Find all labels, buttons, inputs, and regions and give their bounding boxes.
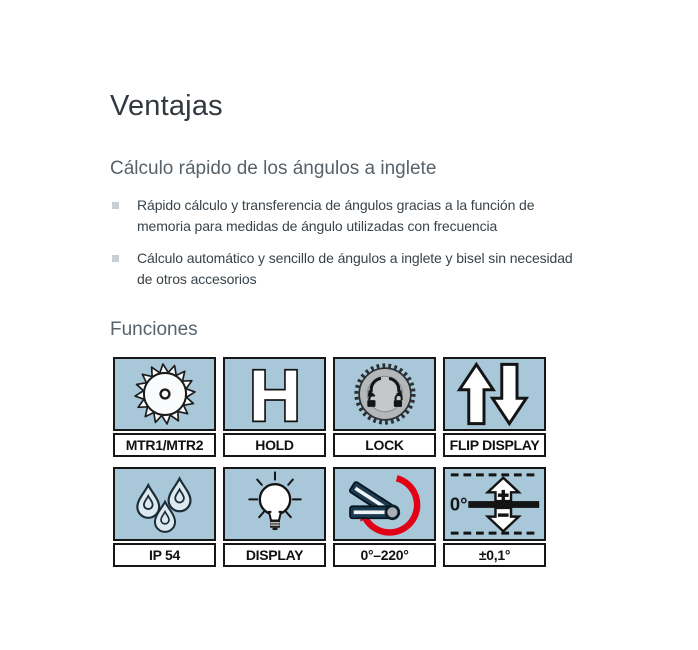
tile-icon-area — [333, 467, 436, 541]
page-title: Ventajas — [110, 90, 223, 122]
light-bulb-icon — [242, 471, 308, 537]
ventajas-section — [110, 0, 670, 567]
feature-tile-precision — [443, 467, 546, 567]
feature-label: IP 54 — [113, 543, 216, 567]
hold-letter-icon — [240, 360, 310, 428]
water-drops-icon — [128, 472, 202, 536]
saw-blade-icon — [131, 360, 199, 428]
zero-degree-label: 0° — [449, 493, 467, 515]
tile-icon-area — [223, 357, 326, 431]
advantage-item — [110, 195, 588, 237]
svg-text:H: H — [248, 360, 301, 428]
feature-label: LOCK — [333, 433, 436, 457]
feature-grid — [113, 357, 670, 567]
tile-icon-area — [113, 467, 216, 541]
tile-icon-area — [443, 357, 546, 431]
advantages-list — [110, 195, 670, 290]
bullet-square-icon — [112, 255, 119, 262]
feature-label: ±0,1° — [443, 543, 546, 567]
feature-label: FLIP DISPLAY — [443, 433, 546, 457]
feature-label: DISPLAY — [223, 543, 326, 567]
tile-icon-area — [113, 357, 216, 431]
feature-label: HOLD — [223, 433, 326, 457]
bullet-square-icon — [112, 202, 119, 209]
flip-arrows-icon — [451, 361, 539, 427]
feature-tile-lock — [333, 357, 436, 457]
feature-tile-ip54 — [113, 467, 216, 567]
feature-tile-display — [223, 467, 326, 567]
angle-range-icon — [339, 470, 431, 538]
tile-icon-area — [333, 357, 436, 431]
advantage-text: Rápido cálculo y transferencia de ángulos gracias a la función de memoria para medidas de ángulo utilizadas con frecuencia — [137, 197, 535, 234]
feature-label: 0°–220° — [333, 543, 436, 567]
functions-heading: Funciones — [110, 319, 198, 340]
advantage-item — [110, 248, 588, 290]
precision-icon — [447, 470, 543, 538]
feature-tile-angle-range — [333, 467, 436, 567]
section-subtitle: Cálculo rápido de los ángulos a inglete — [110, 158, 437, 179]
lock-dial-icon — [350, 360, 420, 428]
advantage-text: Cálculo automático y sencillo de ángulos a inglete y bisel sin necesidad de otros accesorios — [137, 250, 573, 287]
tile-icon-area — [223, 467, 326, 541]
feature-label: MTR1/MTR2 — [113, 433, 216, 457]
feature-tile-flip-display — [443, 357, 546, 457]
feature-tile-hold — [223, 357, 326, 457]
feature-tile-mtr1-mtr2 — [113, 357, 216, 457]
tile-icon-area — [443, 467, 546, 541]
